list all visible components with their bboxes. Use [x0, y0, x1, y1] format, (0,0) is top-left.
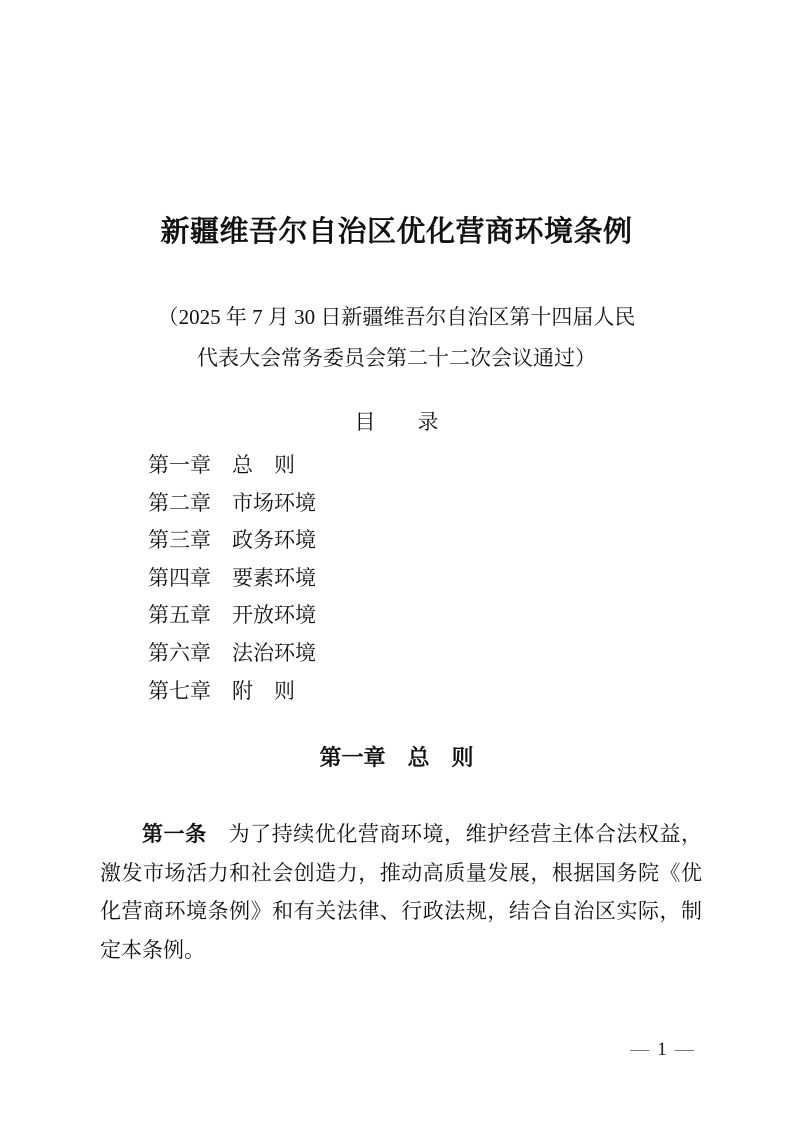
- toc-entry-chapter-6: [148, 635, 316, 673]
- page-number-value: 1: [657, 1039, 667, 1060]
- chapter-1-heading: 第一章 总 则: [319, 745, 474, 770]
- page-number: [612, 1039, 712, 1061]
- article-1-paragraph: [100, 815, 702, 969]
- toc-chapter-number: 第七章: [148, 678, 211, 703]
- toc-chapter-number: 第二章: [148, 490, 211, 515]
- article-1-text: 为了持续优化营商环境，维护经营主体合法权益，激发市场活力和社会创造力，推动高质量发展，根据国务院《优化营商环境条例》和有关法律、行政法规，结合自治区实际，制定本条例。: [100, 822, 702, 962]
- toc-entry-chapter-7: [148, 673, 316, 711]
- toc-chapter-title: 总 则: [232, 453, 295, 477]
- toc-chapter-title: 市场环境: [232, 490, 316, 515]
- toc-chapter-number: 第四章: [148, 565, 211, 590]
- toc-chapter-number: 第五章: [148, 603, 211, 628]
- toc-chapter-title: 政务环境: [232, 528, 316, 553]
- article-1-number-label: 第一条: [142, 822, 207, 846]
- toc-chapter-number: 第一章: [148, 453, 211, 477]
- page-number-left-dash: —: [630, 1039, 650, 1060]
- toc-entry-chapter-5: [148, 597, 316, 635]
- toc-chapter-title: 开放环境: [232, 603, 316, 628]
- enactment-note: [0, 297, 793, 379]
- toc-chapter-title: 附 则: [232, 678, 295, 703]
- document-title: 新疆维吾尔自治区优化营商环境条例: [160, 216, 633, 248]
- toc-entry-chapter-1: [148, 447, 316, 485]
- toc-chapter-number: 第六章: [148, 640, 211, 665]
- toc-chapter-title: 法治环境: [232, 640, 316, 665]
- toc-entry-chapter-2: [148, 485, 316, 523]
- toc-list: [148, 447, 316, 710]
- toc-heading: 目 录: [354, 410, 439, 434]
- enactment-note-line1: （2025 年 7 月 30 日新疆维吾尔自治区第十四届人民: [157, 305, 636, 329]
- toc-entry-chapter-3: [148, 522, 316, 560]
- enactment-note-line2: 代表大会常务委员会第二十二次会议通过）: [197, 346, 596, 370]
- toc-chapter-title: 要素环境: [232, 565, 316, 590]
- toc-entry-chapter-4: [148, 560, 316, 598]
- toc-chapter-number: 第三章: [148, 528, 211, 553]
- page-number-right-dash: —: [674, 1039, 694, 1060]
